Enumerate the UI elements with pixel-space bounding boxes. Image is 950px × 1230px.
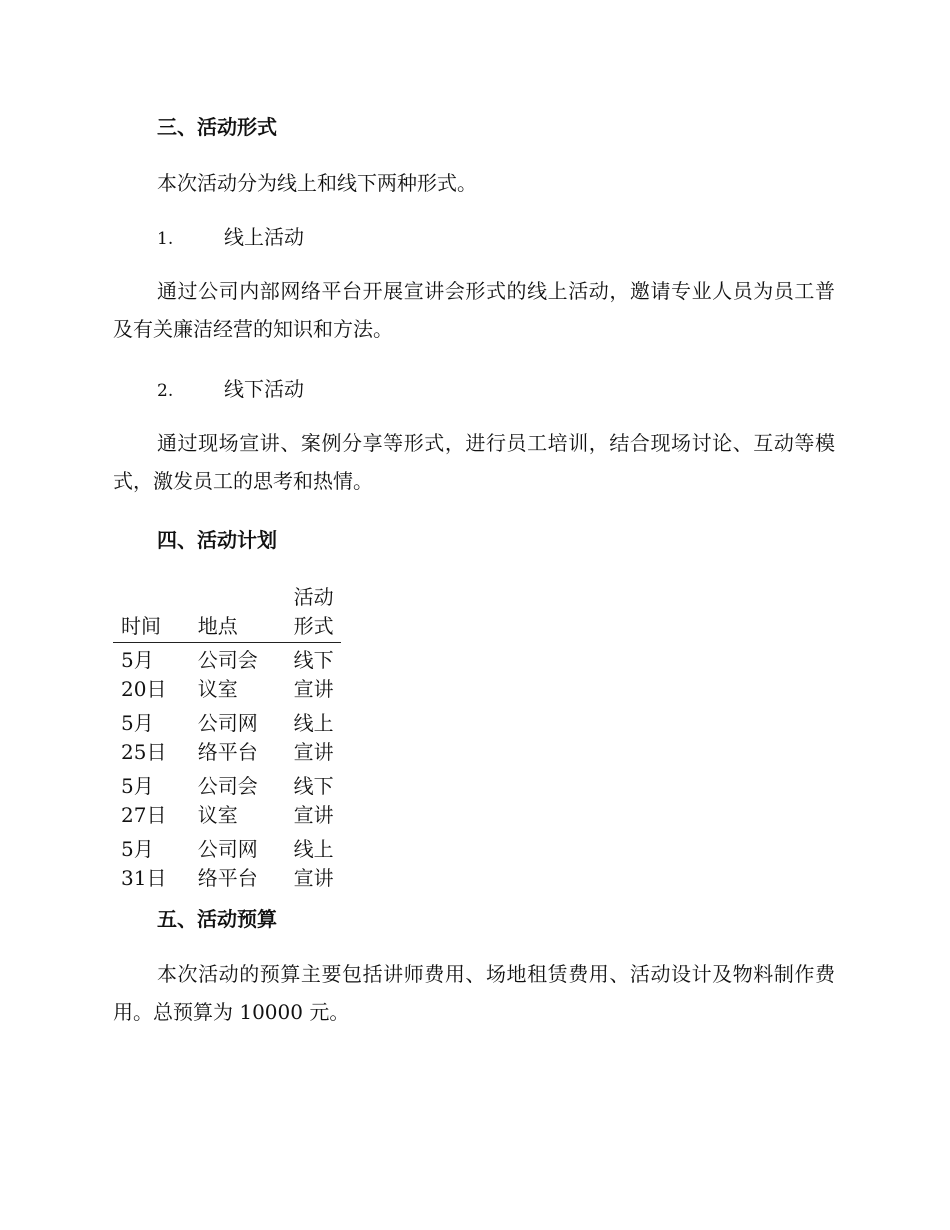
cell-place: 公司会 议室 [197, 774, 258, 827]
list-number: 1. [157, 229, 174, 249]
online-activity-body: 通过公司内部网络平台开展宣讲会形式的线上活动，邀请专业人员为员工普及有关廉洁经营的知识和方法。 [113, 279, 835, 341]
cell-place: 公司网 络平台 [197, 837, 258, 890]
cell-place: 公司网 络平台 [197, 711, 258, 764]
offline-activity-body: 通过现场宣讲、案例分享等形式，进行员工培训，结合现场讨论、互动等模式，激发员工的思考和热情。 [113, 431, 835, 493]
table-row [113, 769, 341, 832]
list-item-offline [157, 374, 304, 406]
table-header-row [113, 583, 341, 643]
section-4-heading: 四、活动计划 [157, 528, 277, 552]
table-row [113, 643, 341, 707]
activity-plan-table [113, 583, 341, 895]
header-place: 地点 [190, 583, 286, 643]
cell-time: 5月 20日 [121, 648, 167, 701]
list-title: 线上活动 [224, 225, 304, 249]
section-3-intro: 本次活动分为线上和线下两种形式。 [157, 171, 477, 195]
list-number: 2. [157, 381, 174, 401]
table-row [113, 832, 341, 895]
cell-form: 线下 宣讲 [293, 774, 334, 827]
cell-form: 线下 宣讲 [293, 648, 334, 701]
header-form: 活动形式 [286, 583, 341, 643]
cell-form: 线上 宣讲 [293, 711, 334, 764]
cell-form: 线上 宣讲 [293, 837, 334, 890]
cell-place: 公司会 议室 [197, 648, 258, 701]
section-5-heading: 五、活动预算 [157, 907, 277, 931]
list-item-online [157, 222, 304, 254]
section-3-heading: 三、活动形式 [157, 115, 277, 139]
header-time: 时间 [113, 583, 190, 643]
cell-time: 5月 27日 [121, 774, 167, 827]
cell-time: 5月 31日 [121, 837, 167, 890]
section-5-body: 本次活动的预算主要包括讲师费用、场地租赁费用、活动设计及物料制作费用。总预算为 10000 元。 [113, 962, 835, 1024]
cell-time: 5月 25日 [121, 711, 167, 764]
list-title: 线下活动 [224, 377, 304, 401]
table-row [113, 706, 341, 769]
